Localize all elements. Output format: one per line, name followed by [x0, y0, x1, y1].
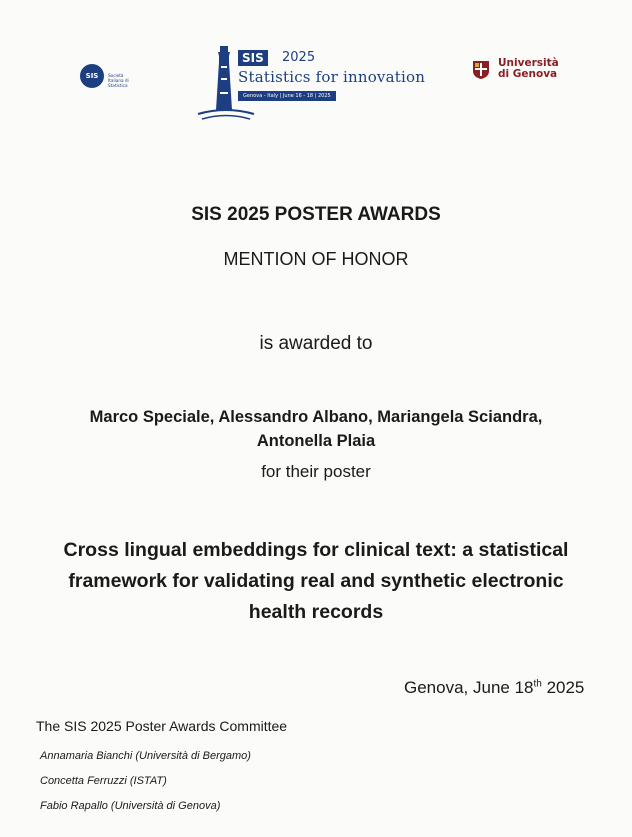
university-name: [498, 58, 559, 80]
authors-line-1: Marco Speciale, Alessandro Albano, Mariangela Sciandra,: [89, 408, 543, 426]
sis-society-line2: Italiana di: [108, 77, 129, 83]
poster-title-line-2: framework for validating real and synthetic electronic: [68, 570, 564, 592]
conference-bar-year: 2025: [317, 93, 331, 99]
conference-logo: [196, 42, 446, 122]
for-poster-text: for their poster: [261, 462, 371, 481]
sis-society-name: [108, 74, 146, 88]
conference-location-bar: Genova - Italy | June 16 - 18 | 2025: [238, 91, 336, 101]
university-shield-icon: [472, 60, 490, 80]
conference-country: Italy: [267, 93, 279, 99]
date-prefix: Genova, June 18: [404, 678, 534, 697]
committee-member: Concetta Ferruzzi (ISTAT): [40, 775, 167, 787]
award-subtitle: MENTION OF HONOR: [223, 249, 409, 269]
sis-abbr: SIS: [85, 72, 99, 80]
date-ordinal: th: [533, 678, 542, 690]
sis-circle-icon: [80, 64, 104, 88]
conference-dates: June 16 - 18: [282, 93, 314, 99]
conference-year: 2025: [282, 50, 316, 65]
committee-member: Annamaria Bianchi (Università di Bergamo): [40, 750, 251, 762]
authors-line-2: Antonella Plaia: [256, 432, 376, 450]
awarded-text: is awarded to: [259, 333, 373, 354]
committee-member: Fabio Rapallo (Università di Genova): [40, 800, 221, 812]
sis-society-logo: [78, 64, 148, 96]
university-logo: [472, 58, 582, 84]
poster-title-line-3: health records: [248, 601, 384, 623]
conference-city: Genova: [243, 93, 263, 99]
university-name-line2: di Genova: [498, 68, 558, 80]
conference-name: Statistics for innovation: [238, 68, 426, 86]
award-title: SIS 2025 POSTER AWARDS: [191, 204, 441, 225]
award-date: [404, 678, 584, 698]
poster-title-line-1: Cross lingual embeddings for clinical text: a statistical: [63, 539, 569, 561]
sis-society-line3: Statistica: [108, 82, 128, 88]
committee-title: The SIS 2025 Poster Awards Committee: [36, 718, 288, 734]
poster-title: [0, 535, 632, 628]
university-name-line1: Università: [498, 57, 559, 69]
conference-badge: SIS: [238, 50, 268, 66]
date-year: 2025: [546, 678, 585, 697]
sis-society-line1: Società: [108, 73, 124, 78]
